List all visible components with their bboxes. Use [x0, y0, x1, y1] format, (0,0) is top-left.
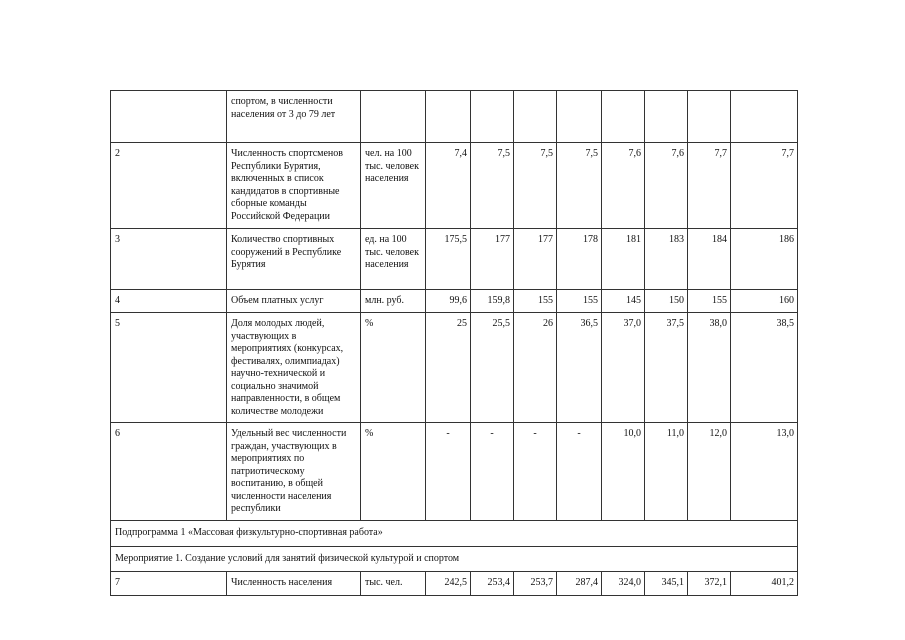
value-cell: 37,0: [602, 313, 645, 423]
value-cell: 11,0: [645, 423, 688, 521]
value-cell: 38,5: [731, 313, 798, 423]
measure-row: [111, 546, 798, 572]
value-cell: 155: [514, 290, 557, 313]
value-cell: -: [471, 423, 514, 521]
value-cell: [514, 91, 557, 143]
subprogram-row: [111, 521, 798, 547]
row-number: 2: [111, 143, 227, 229]
value-cell: [602, 91, 645, 143]
indicator-name: Численность спортсменов Республики Бурятия, включенных в список кандидатов в спортивные сборные команды Российской Федерации: [227, 143, 361, 229]
value-cell: 159,8: [471, 290, 514, 313]
value-cell: 7,6: [645, 143, 688, 229]
row-number: 6: [111, 423, 227, 521]
value-cell: 13,0: [731, 423, 798, 521]
value-cell: 7,5: [514, 143, 557, 229]
row-number: 5: [111, 313, 227, 423]
indicator-name: Удельный вес численности граждан, участвующих в мероприятиях по патриотическому воспитанию, в общей численности населения республики: [227, 423, 361, 521]
subprogram-title: Подпрограмма 1 «Массовая физкультурно-спортивная работа»: [111, 521, 798, 547]
indicator-unit: чел. на 100 тыс. человек населения: [361, 143, 426, 229]
value-cell: 401,2: [731, 572, 798, 596]
value-cell: 7,4: [426, 143, 471, 229]
indicators-table: [110, 90, 798, 596]
table-row: [111, 313, 798, 423]
table-row: [111, 572, 798, 596]
value-cell: 150: [645, 290, 688, 313]
value-cell: 99,6: [426, 290, 471, 313]
row-number: 4: [111, 290, 227, 313]
value-cell: 7,5: [471, 143, 514, 229]
value-cell: 186: [731, 229, 798, 290]
value-cell: 160: [731, 290, 798, 313]
value-cell: -: [426, 423, 471, 521]
table-row: [111, 143, 798, 229]
value-cell: 12,0: [688, 423, 731, 521]
value-cell: 372,1: [688, 572, 731, 596]
value-cell: [688, 91, 731, 143]
value-cell: 242,5: [426, 572, 471, 596]
value-cell: 7,7: [688, 143, 731, 229]
value-cell: 7,6: [602, 143, 645, 229]
indicator-unit: [361, 91, 426, 143]
row-number: [111, 91, 227, 143]
indicator-name: Количество спортивных сооружений в Республике Бурятия: [227, 229, 361, 290]
value-cell: 177: [471, 229, 514, 290]
indicator-unit: %: [361, 313, 426, 423]
table-body: [111, 91, 798, 596]
value-cell: 181: [602, 229, 645, 290]
table-row: [111, 229, 798, 290]
value-cell: 25: [426, 313, 471, 423]
value-cell: 253,4: [471, 572, 514, 596]
value-cell: 155: [557, 290, 602, 313]
value-cell: 184: [688, 229, 731, 290]
value-cell: -: [557, 423, 602, 521]
indicator-name: Доля молодых людей, участвующих в мероприятиях (конкурсах, фестивалях, олимпиадах) научно-технической и социально значимой направленности, в общем количестве молодежи: [227, 313, 361, 423]
value-cell: 25,5: [471, 313, 514, 423]
table-row: [111, 290, 798, 313]
value-cell: [471, 91, 514, 143]
row-number: 3: [111, 229, 227, 290]
value-cell: 287,4: [557, 572, 602, 596]
value-cell: 345,1: [645, 572, 688, 596]
measure-title: Мероприятие 1. Создание условий для занятий физической культурой и спортом: [111, 546, 798, 572]
value-cell: 36,5: [557, 313, 602, 423]
value-cell: 253,7: [514, 572, 557, 596]
indicator-name: Численность населения: [227, 572, 361, 596]
value-cell: [557, 91, 602, 143]
indicator-name: спортом, в численности населения от 3 до 79 лет: [227, 91, 361, 143]
table-row: [111, 91, 798, 143]
value-cell: 38,0: [688, 313, 731, 423]
value-cell: 155: [688, 290, 731, 313]
value-cell: 145: [602, 290, 645, 313]
value-cell: 7,5: [557, 143, 602, 229]
table-row: [111, 423, 798, 521]
value-cell: 26: [514, 313, 557, 423]
indicator-unit: %: [361, 423, 426, 521]
value-cell: 37,5: [645, 313, 688, 423]
value-cell: [426, 91, 471, 143]
value-cell: [731, 91, 798, 143]
indicator-name: Объем платных услуг: [227, 290, 361, 313]
value-cell: 183: [645, 229, 688, 290]
indicator-unit: тыс. чел.: [361, 572, 426, 596]
value-cell: 324,0: [602, 572, 645, 596]
value-cell: [645, 91, 688, 143]
indicator-unit: ед. на 100 тыс. человек населения: [361, 229, 426, 290]
value-cell: 178: [557, 229, 602, 290]
value-cell: 7,7: [731, 143, 798, 229]
value-cell: 175,5: [426, 229, 471, 290]
value-cell: 177: [514, 229, 557, 290]
indicator-unit: млн. руб.: [361, 290, 426, 313]
value-cell: -: [514, 423, 557, 521]
value-cell: 10,0: [602, 423, 645, 521]
row-number: 7: [111, 572, 227, 596]
